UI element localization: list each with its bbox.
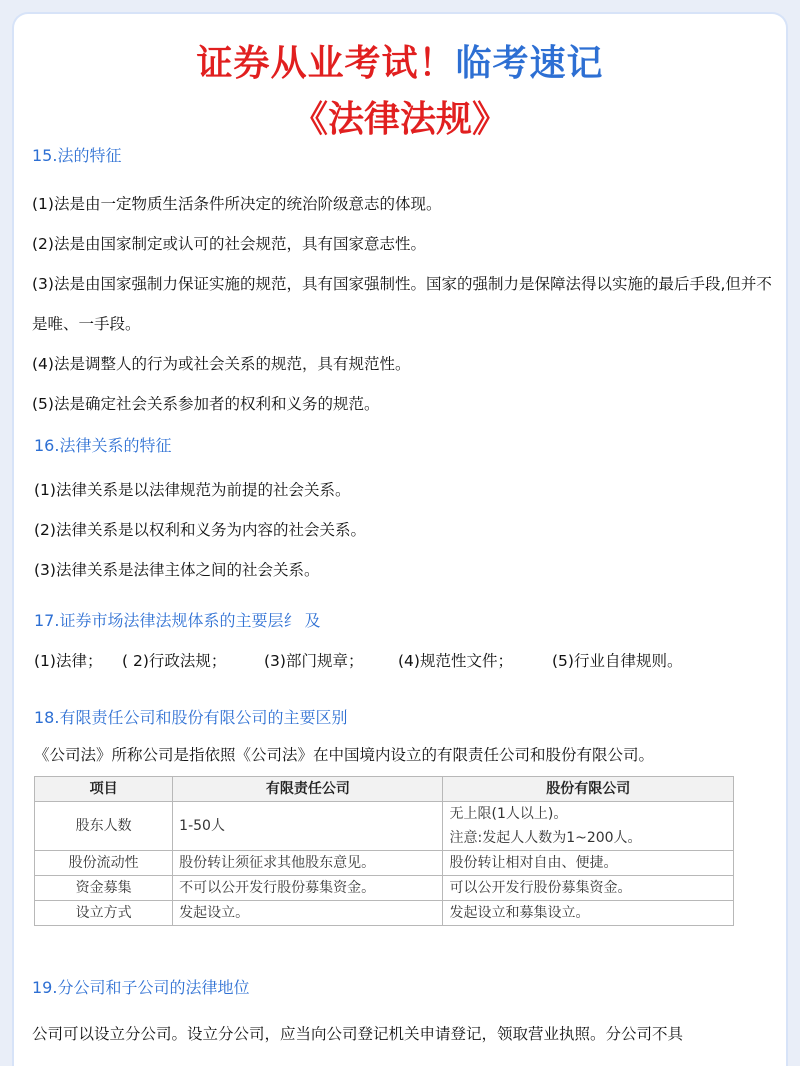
page-title bbox=[14, 39, 786, 89]
section-16 bbox=[34, 434, 774, 590]
row-establish-jsc: 发起设立和募集设立。 bbox=[443, 901, 734, 926]
row-liquidity-item: 股份流动性 bbox=[35, 851, 173, 876]
row-funding-jsc: 可以公开发行股份募集资金。 bbox=[443, 876, 734, 901]
row-liquidity-llc: 股份转让须征求其他股东意见。 bbox=[173, 851, 443, 876]
s15-item-2: (2)法是由国家制定或认可的社会规范，具有国家意志性。 bbox=[32, 235, 426, 253]
content-card bbox=[14, 14, 786, 1066]
s17-item-1: (1)法律； bbox=[34, 652, 103, 670]
row-funding-llc: 不可以公开发行股份募集资金。 bbox=[173, 876, 443, 901]
page-subtitle: 《法律法规》 bbox=[291, 99, 508, 140]
comparison-table bbox=[34, 776, 734, 926]
table-row bbox=[35, 901, 734, 926]
section-19-title: 19.分公司和子公司的法律地位 bbox=[32, 978, 250, 997]
section-19 bbox=[32, 976, 774, 1054]
section-16-title: 16.法律关系的特征 bbox=[34, 436, 172, 455]
s17-item-5: (5)行业自律规则。 bbox=[552, 652, 683, 670]
s15-item-5: (5)法是确定社会关系参加者的权利和义务的规范。 bbox=[32, 395, 380, 413]
row-establish-item: 设立方式 bbox=[35, 901, 173, 926]
section-18 bbox=[34, 706, 774, 926]
row-establish-llc: 发起设立。 bbox=[173, 901, 443, 926]
row-shareholders-item: 股东人数 bbox=[35, 802, 173, 851]
s17-item-4: (4)规范性文件； bbox=[398, 652, 513, 670]
section-17-title: 17.证券市场法律法规体系的主要层纟 及 bbox=[34, 611, 321, 630]
s17-item-2: ( 2)行政法规； bbox=[122, 652, 227, 670]
row-shareholders-jsc bbox=[443, 802, 734, 851]
s17-items bbox=[34, 641, 774, 681]
title-red-part: 证券从业考试！ bbox=[196, 43, 456, 84]
table-row bbox=[35, 851, 734, 876]
row-shareholders-jsc-line-2: 注意:发起人人数为1~200人。 bbox=[449, 830, 642, 846]
s19-item-1: 公司可以设立分公司。设立分公司，应当向公司登记机关申请登记，领取营业执照。分公司不具 bbox=[32, 1025, 684, 1043]
section-17 bbox=[34, 609, 774, 681]
s16-item-2: (2)法律关系是以权利和义务为内容的社会关系。 bbox=[34, 521, 366, 539]
row-shareholders-jsc-line-1: 无上限(1人以上)。 bbox=[449, 806, 568, 822]
table-header-item: 项目 bbox=[35, 777, 173, 802]
table-row bbox=[35, 802, 734, 851]
s16-item-1: (1)法律关系是以法律规范为前提的社会关系。 bbox=[34, 481, 351, 499]
s15-item-4: (4)法是调整人的行为或社会关系的规范，具有规范性。 bbox=[32, 355, 411, 373]
s18-intro: 《公司法》所称公司是指依照《公司法》在中国境内设立的有限责任公司和股份有限公司。 bbox=[34, 746, 655, 764]
s15-item-3: (3)法是由国家强制力保证实施的规范，具有国家强制性。国家的强制力是保障法得以实施的最后手段,但并不是唯、一手段。 bbox=[32, 275, 772, 333]
title-blue-part: 临考速记 bbox=[455, 43, 604, 84]
table-header-jsc: 股份有限公司 bbox=[443, 777, 734, 802]
table-header-llc: 有限责任公司 bbox=[173, 777, 443, 802]
row-funding-item: 资金募集 bbox=[35, 876, 173, 901]
s17-item-3: (3)部门规章； bbox=[264, 652, 364, 670]
section-15-title: 15.法的特征 bbox=[32, 146, 122, 165]
table-header-row bbox=[35, 777, 734, 802]
s16-item-3: (3)法律关系是法律主体之间的社会关系。 bbox=[34, 561, 320, 579]
section-18-title: 18.有限责任公司和股份有限公司的主要区别 bbox=[34, 708, 348, 727]
row-shareholders-llc: 1-50人 bbox=[173, 802, 443, 851]
table-row bbox=[35, 876, 734, 901]
row-liquidity-jsc: 股份转让相对自由、便捷。 bbox=[443, 851, 734, 876]
section-15 bbox=[32, 144, 774, 424]
s15-item-1: (1)法是由一定物质生活条件所决定的统治阶级意志的体现。 bbox=[32, 195, 442, 213]
